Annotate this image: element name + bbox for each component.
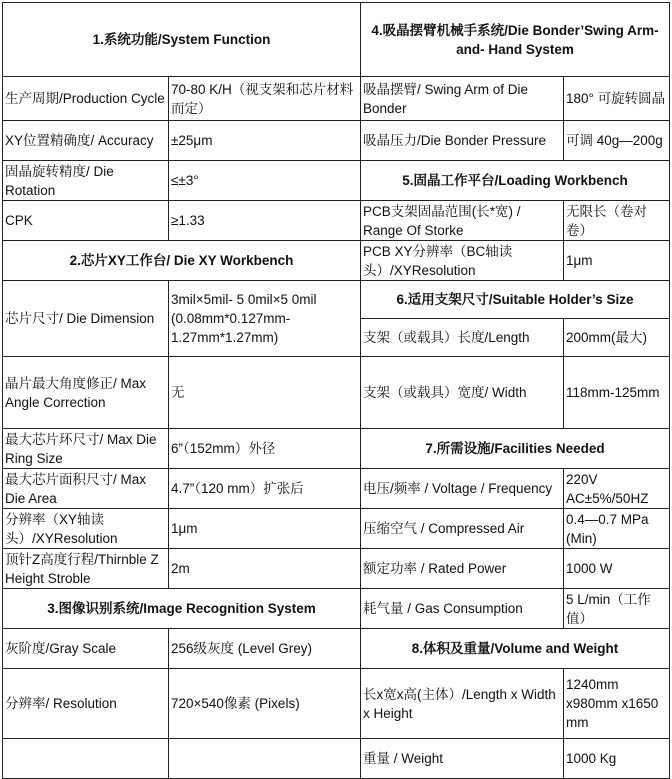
label-bonder-pressure: 吸晶压力/Die Bonder Pressure [361,121,564,161]
value-holder-length: 200mm(最大) [564,319,670,357]
value-xy-accuracy: ±25μm [169,121,361,161]
label-resolution: 分辨率/ Resolution [3,669,169,739]
spec-table [2,2,670,779]
section-swing-arm-header: 4.吸晶摆臂机械手系统/Die Bonder’Swing Arm-and- Hand System [361,3,670,77]
value-die-dimension: 3mil×5mil- 5 0mil×5 0mil (0.08mm*0.127mm-1.27mm*1.27mm) [169,281,361,357]
value-swing-arm: 180° 可旋转圆晶 [564,77,670,121]
section-facilities-header: 7.所需设施/Facilities Needed [361,429,670,469]
value-xy-resolution: 1μm [169,509,361,549]
value-bonder-pressure: 可调 40g—200g [564,121,670,161]
value-pcb-range: 无限长（卷对卷） [564,201,670,241]
value-max-angle-correction: 无 [169,357,361,429]
value-max-die-ring-size: 6”（152mm）外径 [169,429,361,469]
label-holder-length: 支架（或载具）长度/Length [361,319,564,357]
value-gray-scale: 256级灰度 (Level Grey) [169,629,361,669]
value-pcb-xy-resolution: 1μm [564,241,670,281]
value-production-cycle: 70-80 K/H（视支架和芯片材料而定） [169,77,361,121]
label-pcb-range: PCB支架固晶范围(长*宽) / Range Of Storke [361,201,564,241]
label-dimensions: 长x宽x高(主体）/Length x Width x Height [361,669,564,739]
section-volume-weight-header: 8.体积及重量/Volume and Weight [361,629,670,669]
label-die-dimension: 芯片尺寸/ Die Dimension [3,281,169,357]
value-resolution: 720×540像素 (Pixels) [169,669,361,739]
label-gray-scale: 灰阶度/Gray Scale [3,629,169,669]
label-xy-accuracy: XY位置精确度/ Accuracy [3,121,169,161]
section-die-xy-workbench-header: 2.芯片XY工作台/ Die XY Workbench [3,241,361,281]
empty-cell [169,739,361,779]
label-holder-width: 支架（或载具）宽度/ Width [361,357,564,429]
label-compressed-air: 压缩空气 / Compressed Air [361,509,564,549]
label-voltage-frequency: 电压/频率 / Voltage / Frequency [361,469,564,509]
value-dimensions: 1240mm x980mm x1650 mm [564,669,670,739]
section-loading-workbench-header: 5.固晶工作平台/Loading Workbench [361,161,670,201]
section-image-recognition-header: 3.图像识别系统/Image Recognition System [3,589,361,629]
value-die-rotation: ≤±3° [169,161,361,201]
value-max-die-area: 4.7”（120 mm）扩张后 [169,469,361,509]
label-max-die-area: 最大芯片面积尺寸/ Max Die Area [3,469,169,509]
section-system-function-header: 1.系统功能/System Function [3,3,361,77]
value-weight: 1000 Kg [564,739,670,779]
empty-cell [3,739,169,779]
label-max-die-ring-size: 最大芯片环尺寸/ Max Die Ring Size [3,429,169,469]
label-production-cycle: 生产周期/Production Cycle [3,77,169,121]
value-rated-power: 1000 W [564,549,670,589]
label-thimble-z-stroke: 顶针Z高度行程/Thirnble Z Height Stroble [3,549,169,589]
label-pcb-xy-resolution: PCB XY分辨率（BC轴读头）/XYResolution [361,241,564,281]
label-swing-arm: 吸晶摆臂/ Swing Arm of Die Bonder [361,77,564,121]
label-cpk: CPK [3,201,169,241]
label-xy-resolution: 分辨率（XY轴读头）/XYResolution [3,509,169,549]
label-gas-consumption: 耗气量 / Gas Consumption [361,589,564,629]
value-holder-width: 118mm-125mm [564,357,670,429]
value-thimble-z-stroke: 2m [169,549,361,589]
label-rated-power: 额定功率 / Rated Power [361,549,564,589]
value-voltage-frequency: 220V AC±5%/50HZ [564,469,670,509]
value-gas-consumption: 5 L/min（工作值） [564,589,670,629]
label-die-rotation: 固晶旋转精度/ Die Rotation [3,161,169,201]
label-weight: 重量 / Weight [361,739,564,779]
label-max-angle-correction: 晶片最大角度修正/ Max Angle Correction [3,357,169,429]
section-holder-size-header: 6.适用支架尺寸/Suitable Holder’s Size [361,281,670,319]
value-cpk: ≥1.33 [169,201,361,241]
value-compressed-air: 0.4—0.7 MPa (Min) [564,509,670,549]
